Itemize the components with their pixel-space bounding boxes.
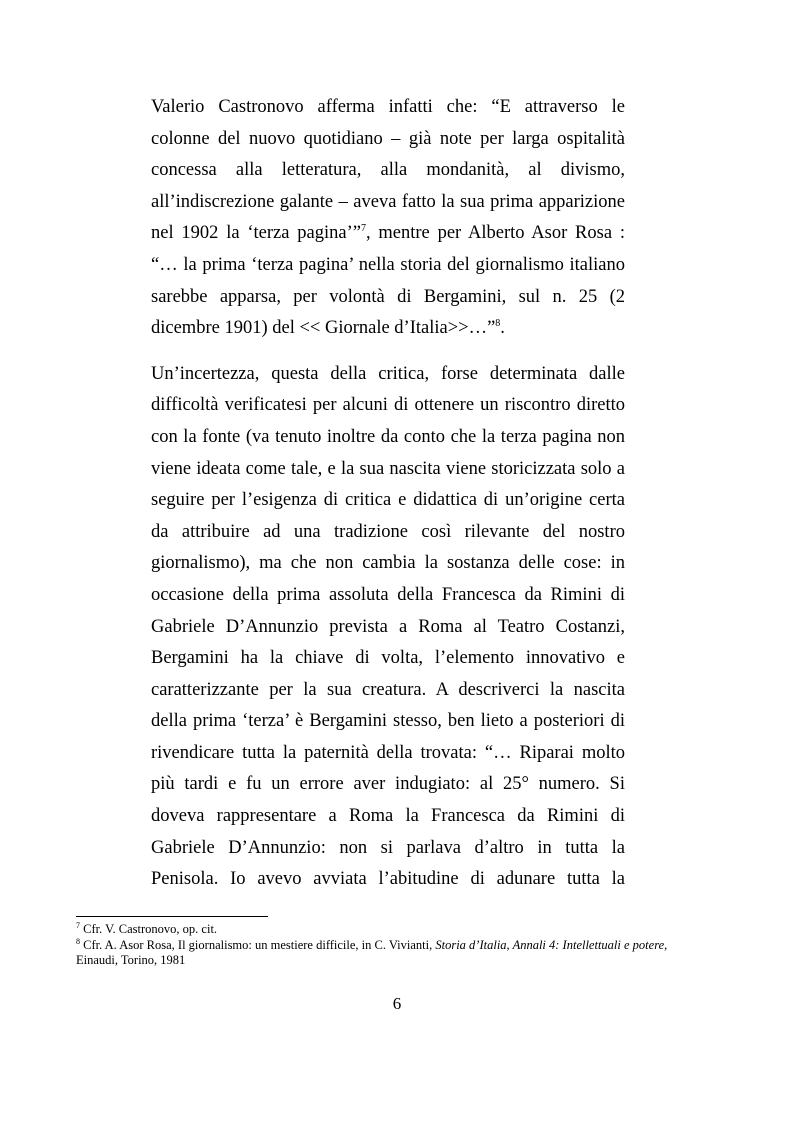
footnote-8	[76, 938, 716, 954]
text-line: più tardi e fu un errore aver indugiato: al 25° numero. Si	[151, 774, 625, 795]
text-line: viene ideata come tale, e la sua nascita viene storicizzata solo a	[151, 458, 625, 479]
footnote-text: Cfr. A. Asor Rosa, Il giornalismo: un mestiere difficile, in C. Vivianti,	[83, 937, 436, 952]
text-line-with-footnote	[151, 313, 625, 345]
text-line: concessa alla letteratura, alla mondanità, al divismo,	[151, 160, 625, 181]
text-fragment: dicembre 1901) del << Giornale d’Italia>>…”	[151, 318, 496, 339]
footnote-ref-7[interactable]: 7	[360, 223, 366, 235]
text-fragment: nel 1902 la ‘terza pagina’”	[151, 223, 361, 244]
text-line: Valerio Castronovo afferma infatti che: “E attraverso le	[151, 97, 625, 117]
text-line: Un’incertezza, questa della critica, forse determinata dalle	[151, 363, 625, 384]
text-line: rivendicare tutta la paternità della trovata: “… Riparai molto	[151, 742, 625, 763]
text-line: da attribuire ad una tradizione così rilevante del nostro	[151, 521, 625, 542]
paragraph-gap	[151, 345, 625, 359]
footnote-separator	[76, 916, 268, 917]
text-line: seguire per l’esigenza di critica e didattica di un’origine certa	[151, 490, 625, 511]
text-line: caratterizzante per la sua creatura. A descriverci la nascita	[151, 679, 625, 700]
footnote-number: 8	[76, 936, 80, 946]
text-fragment: , mentre per Alberto Asor Rosa :	[365, 223, 625, 244]
text-line: Gabriele D’Annunzio prevista a Roma al Teatro Costanzi,	[151, 616, 625, 637]
text-line: della prima ‘terza’ è Bergamini stesso, ben lieto a posteriori di	[151, 711, 625, 732]
footnote-italic-title: Storia d’Italia, Annali 4: Intellettuali e potere,	[435, 937, 668, 952]
footnote-7	[76, 922, 716, 938]
text-line: occasione della prima assoluta della Francesca da Rimini di	[151, 584, 625, 605]
text-line: colonne del nuovo quotidiano – già note per larga ospitalità	[151, 128, 625, 149]
footnote-text: Cfr. V. Castronovo, op. cit.	[83, 922, 218, 936]
text-line: Bergamini ha la chiave di volta, l’elemento innovativo e	[151, 648, 625, 669]
footnote-number: 7	[76, 921, 80, 930]
text-line-with-footnote	[151, 218, 625, 250]
text-line: Penisola. Io avevo avviata l’abitudine di adunare tutta la	[151, 869, 625, 890]
text-line: doveva rappresentare a Roma la Francesca da Rimini di	[151, 806, 625, 827]
footnotes	[76, 922, 716, 969]
body-text	[151, 92, 625, 896]
paragraph-2	[151, 359, 625, 896]
text-line: Gabriele D’Annunzio: non si parlava d’altro in tutta la	[151, 837, 625, 858]
page-number: 6	[392, 994, 402, 1013]
footnote-ref-8[interactable]: 8	[495, 318, 501, 330]
text-line: con la fonte (va tenuto inoltre da conto che la terza pagina non	[151, 426, 625, 447]
paragraph-1	[151, 92, 625, 345]
text-fragment: .	[500, 318, 505, 339]
text-line: difficoltà verificatesi per alcuni di ottenere un riscontro diretto	[151, 395, 625, 416]
text-line: sarebbe apparsa, per volontà di Bergamini, sul n. 25 (2	[151, 286, 625, 307]
text-line: all’indiscrezione galante – aveva fatto la sua prima apparizione	[151, 191, 625, 212]
text-line: giornalismo), ma che non cambia la sostanza delle cose: in	[151, 553, 625, 574]
footnote-8-continued: Einaudi, Torino, 1981	[76, 953, 186, 967]
text-line: “… la prima ‘terza pagina’ nella storia del giornalismo italiano	[151, 254, 625, 275]
